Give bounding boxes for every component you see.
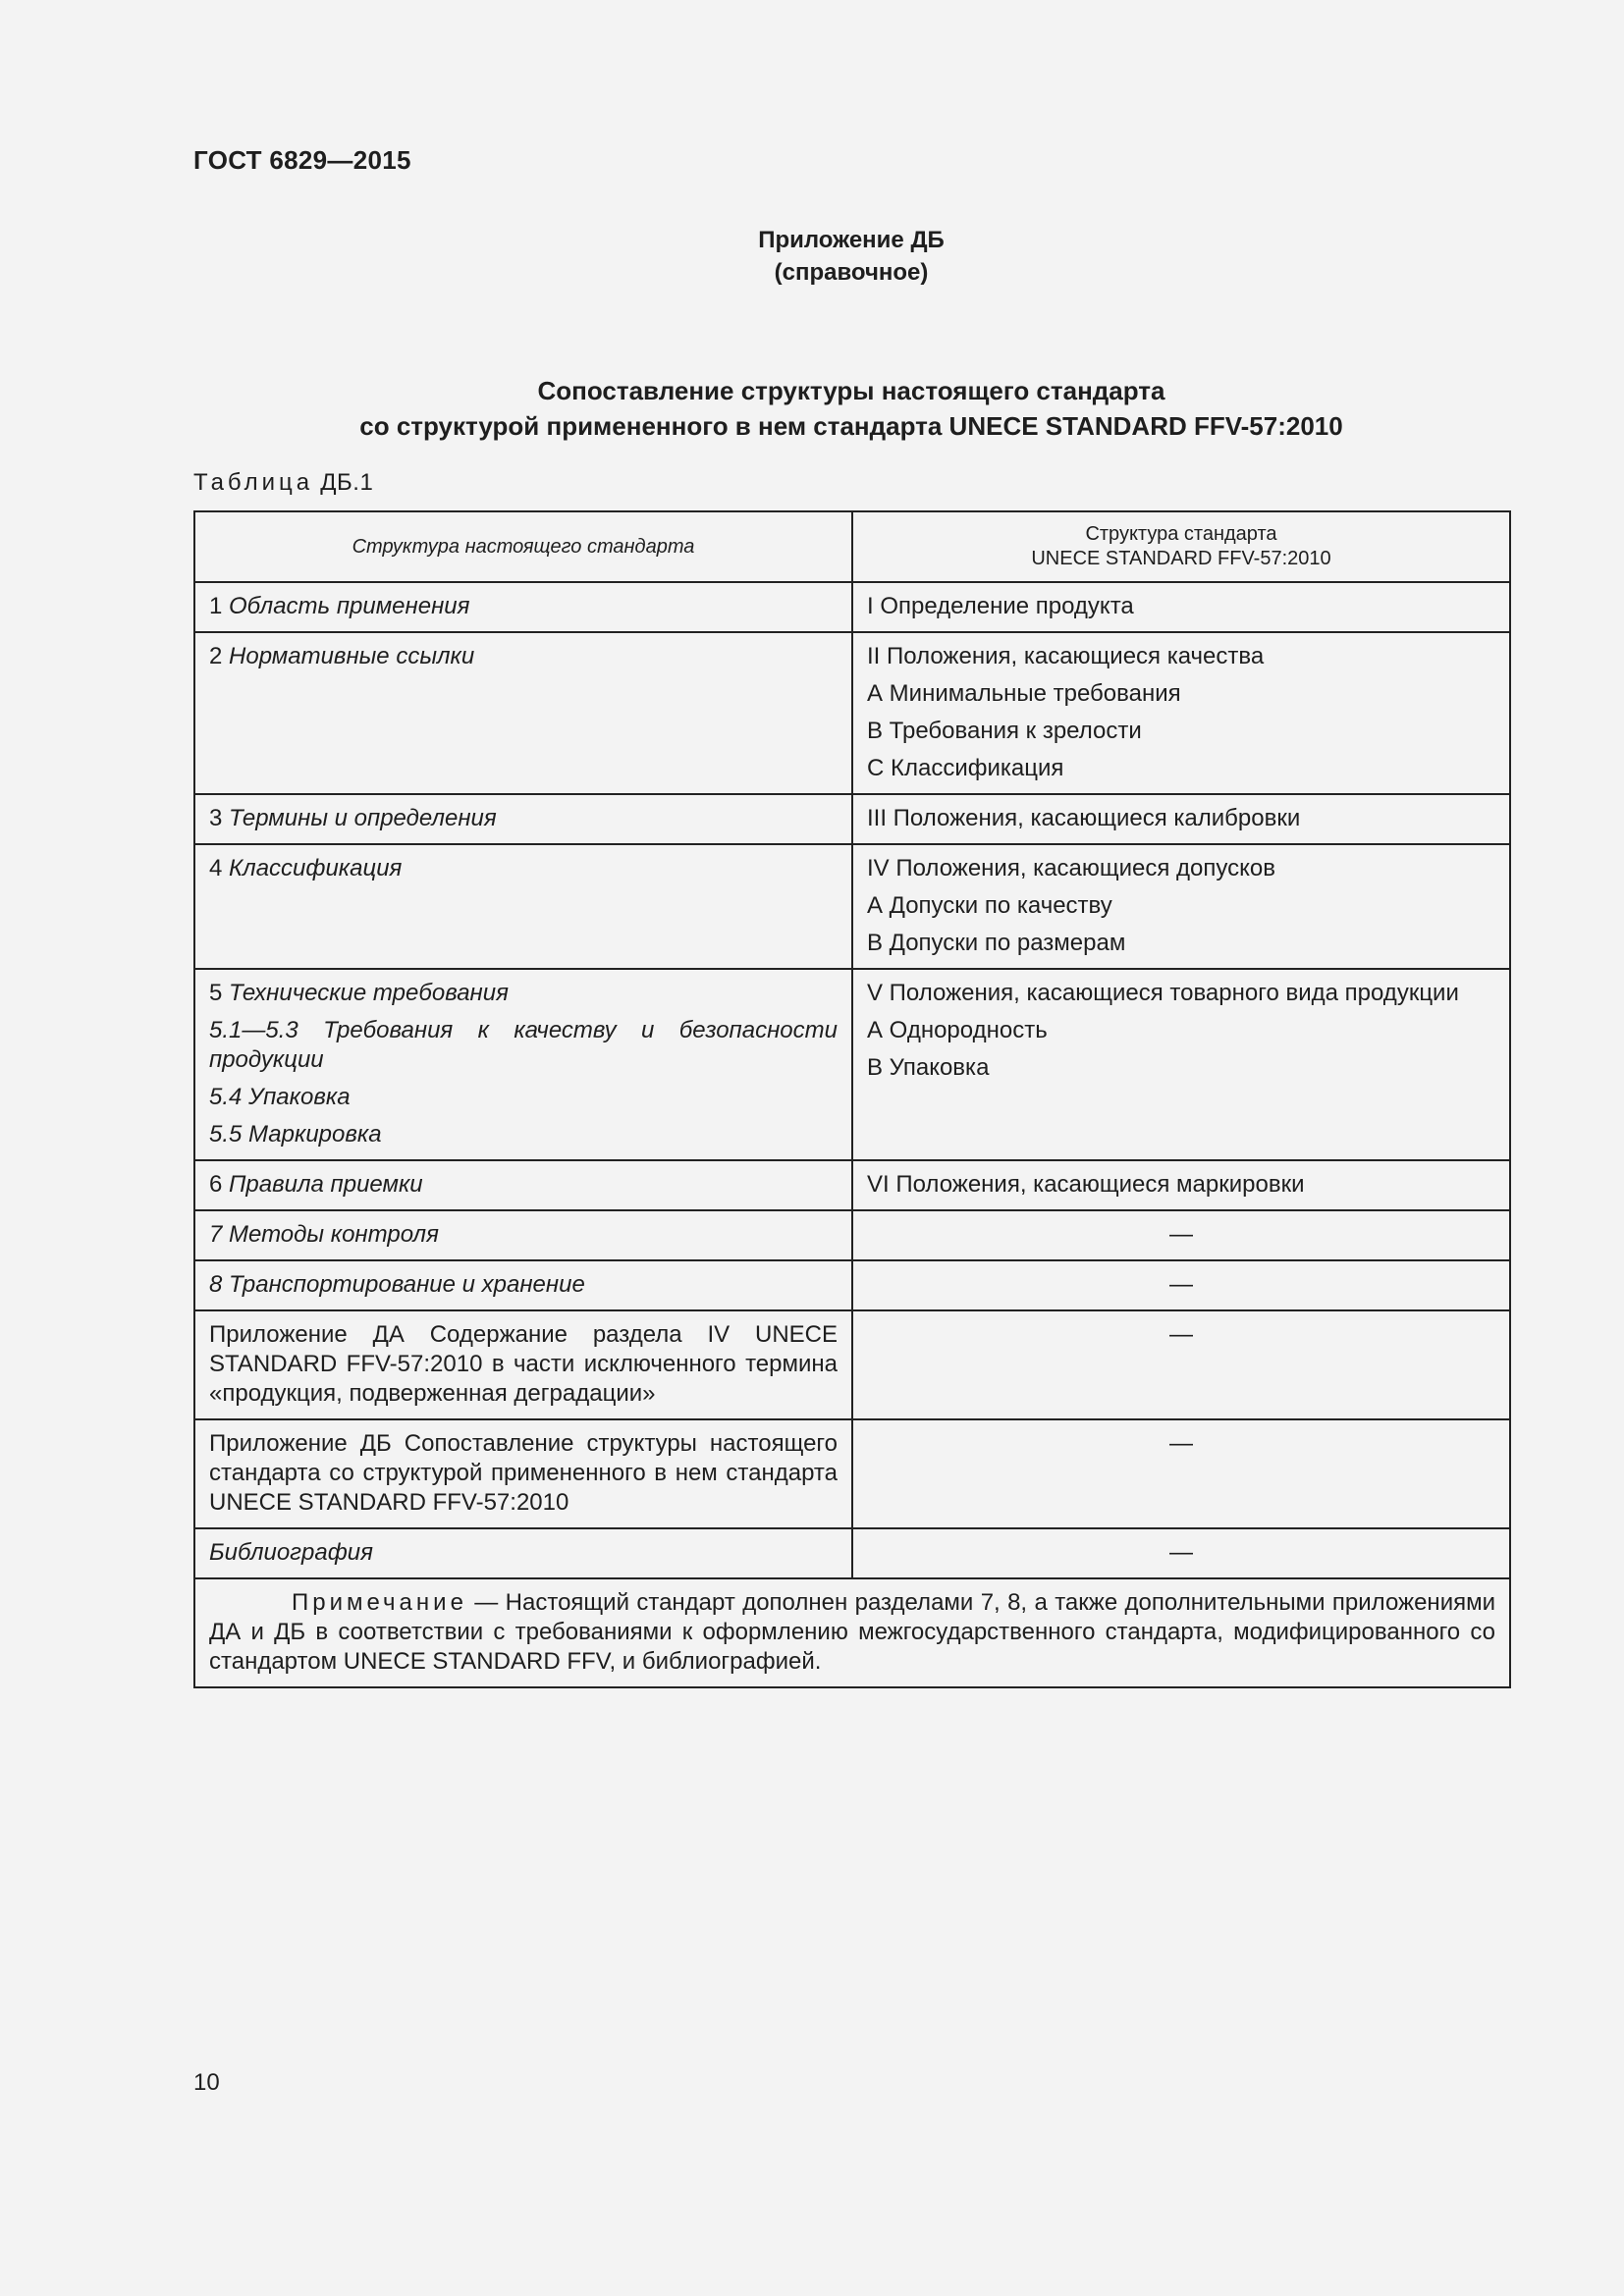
section-number: 4 xyxy=(209,855,230,881)
annex-subtitle: (справочное) xyxy=(774,259,929,286)
cell-unece-standard xyxy=(852,582,1510,632)
cell-this-standard xyxy=(194,1160,852,1210)
cell-unece-standard xyxy=(852,844,1510,969)
cell-line: А Минимальные требования xyxy=(867,680,1181,707)
cell-this-standard xyxy=(194,1310,852,1419)
cell-unece-standard xyxy=(852,1528,1510,1578)
section-title: 8 Транспортирование и хранение xyxy=(209,1271,585,1298)
header-right-line-2: UNECE STANDARD FFV-57:2010 xyxy=(1031,548,1331,569)
section-number: 6 xyxy=(209,1171,230,1198)
table-note xyxy=(194,1578,1510,1687)
cell-this-standard xyxy=(194,1260,852,1310)
cell-this-standard xyxy=(194,794,852,844)
table-header-row xyxy=(194,511,1510,582)
cell-this-standard xyxy=(194,632,852,794)
cell-line: I Определение продукта xyxy=(867,593,1134,619)
section-title: Правила приемки xyxy=(229,1171,423,1198)
header-cell-unece-standard xyxy=(852,511,1510,582)
cell-line xyxy=(209,1170,838,1200)
table-row xyxy=(194,1310,1510,1419)
cell-unece-standard xyxy=(852,1160,1510,1210)
cell-line: В Допуски по размерам xyxy=(867,930,1126,956)
cell-line xyxy=(209,1538,838,1568)
section-title: Область применения xyxy=(229,593,470,619)
table-label xyxy=(193,469,373,497)
cell-unece-standard xyxy=(852,794,1510,844)
cell-line xyxy=(209,1120,838,1149)
cell-this-standard xyxy=(194,1210,852,1260)
note-label: Примечание xyxy=(292,1589,467,1616)
table-row xyxy=(194,794,1510,844)
table-row xyxy=(194,582,1510,632)
annex-title: Приложение ДБ xyxy=(758,227,945,253)
no-equivalent-dash: — xyxy=(1169,1271,1193,1298)
section-title: 7 Методы контроля xyxy=(209,1221,439,1248)
table-row xyxy=(194,1210,1510,1260)
cell-line: II Положения, касающиеся качества xyxy=(867,643,1265,669)
cell-unece-standard xyxy=(852,1210,1510,1260)
cell-line: С Классификация xyxy=(867,755,1064,781)
cell-text: Приложение ДБ Сопоставление структуры настоящего стандарта со структурой примененного в нем стандарта UNECE STANDARD FFV-57:2010 xyxy=(209,1430,838,1516)
cell-this-standard xyxy=(194,582,852,632)
structure-comparison-table xyxy=(193,510,1511,1688)
cell-unece-standard xyxy=(852,1260,1510,1310)
cell-line: V Положения, касающиеся товарного вида продукции xyxy=(867,980,1459,1006)
no-equivalent-dash: — xyxy=(1169,1321,1193,1348)
section-title: Классификация xyxy=(229,855,403,881)
cell-line xyxy=(209,1220,838,1250)
section-title: Библиография xyxy=(209,1539,373,1566)
cell-line xyxy=(209,854,838,883)
section-title: Технические требования xyxy=(229,980,509,1006)
table-row xyxy=(194,844,1510,969)
section-number: 5 xyxy=(209,980,230,1006)
cell-line xyxy=(209,804,838,833)
cell-this-standard xyxy=(194,844,852,969)
table-label-word: Таблица xyxy=(193,469,314,496)
table-row xyxy=(194,1528,1510,1578)
page-number: 10 xyxy=(193,2069,220,2096)
note-text: — Настоящий стандарт дополнен разделами 7, 8, а также дополнительными приложениями ДА и ДБ в соответствии с требованиями к оформлению межгосударственного стандарта, модифицированного со стандартом UNECE STANDARD FFV, и библиографией. xyxy=(209,1589,1495,1675)
table-row xyxy=(194,1160,1510,1210)
cell-this-standard xyxy=(194,969,852,1160)
section-title: 5.1—5.3 Требования к качеству и безопасности продукции xyxy=(209,1017,838,1073)
cell-this-standard xyxy=(194,1419,852,1528)
cell-line: А Допуски по качеству xyxy=(867,892,1112,919)
cell-line: VI Положения, касающиеся маркировки xyxy=(867,1171,1305,1198)
cell-line: III Положения, касающиеся калибровки xyxy=(867,805,1301,831)
table-note-row xyxy=(194,1578,1510,1687)
cell-line: А Однородность xyxy=(867,1017,1048,1043)
cell-unece-standard xyxy=(852,969,1510,1160)
cell-line: IV Положения, касающиеся допусков xyxy=(867,855,1275,881)
section-title xyxy=(193,373,1509,444)
section-number: 2 xyxy=(209,643,230,669)
section-title-line-2: со структурой примененного в нем стандарта UNECE STANDARD FFV-57:2010 xyxy=(359,411,1343,441)
table-row xyxy=(194,969,1510,1160)
cell-line xyxy=(209,1270,838,1300)
cell-text: Приложение ДА Содержание раздела IV UNECE STANDARD FFV-57:2010 в части исключенного термина «продукция, подверженная деградации» xyxy=(209,1321,838,1407)
header-right-line-1: Структура стандарта xyxy=(1085,523,1277,545)
cell-unece-standard xyxy=(852,1419,1510,1528)
table-row xyxy=(194,1419,1510,1528)
section-number: 3 xyxy=(209,805,230,831)
cell-line xyxy=(209,592,838,621)
cell-line xyxy=(209,1016,838,1075)
no-equivalent-dash: — xyxy=(1169,1221,1193,1248)
table-label-number: ДБ.1 xyxy=(320,469,374,496)
cell-line xyxy=(209,979,838,1008)
section-title: Нормативные ссылки xyxy=(229,643,475,669)
cell-line xyxy=(209,1083,838,1112)
cell-line: В Упаковка xyxy=(867,1054,990,1081)
cell-line: В Требования к зрелости xyxy=(867,718,1142,744)
section-title-line-1: Сопоставление структуры настоящего стандарта xyxy=(537,376,1165,405)
document-code: ГОСТ 6829—2015 xyxy=(193,145,411,175)
no-equivalent-dash: — xyxy=(1169,1539,1193,1566)
cell-unece-standard xyxy=(852,1310,1510,1419)
table-row xyxy=(194,1260,1510,1310)
no-equivalent-dash: — xyxy=(1169,1430,1193,1457)
cell-this-standard xyxy=(194,1528,852,1578)
cell-line xyxy=(209,642,838,671)
section-title: 5.5 Маркировка xyxy=(209,1121,382,1148)
annex-heading xyxy=(193,224,1509,289)
section-number: 1 xyxy=(209,593,230,619)
cell-unece-standard xyxy=(852,632,1510,794)
section-title: Термины и определения xyxy=(229,805,497,831)
section-title: 5.4 Упаковка xyxy=(209,1084,351,1110)
table-row xyxy=(194,632,1510,794)
header-cell-this-standard: Структура настоящего стандарта xyxy=(194,511,852,582)
